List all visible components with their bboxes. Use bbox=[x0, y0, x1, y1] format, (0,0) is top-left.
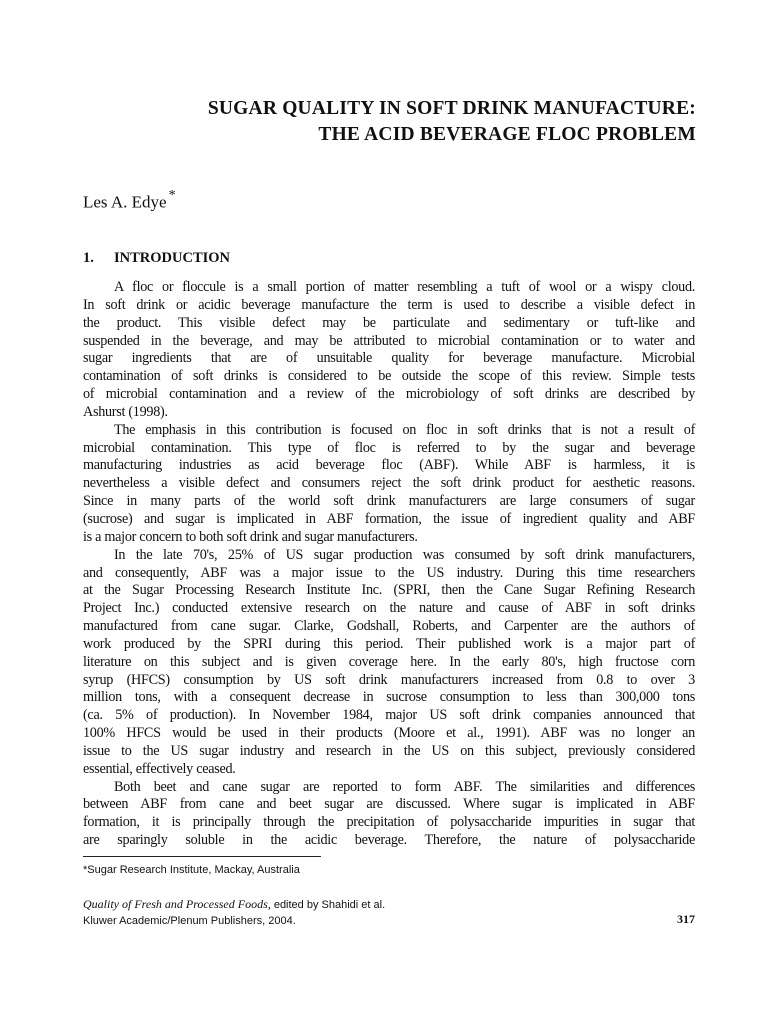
text-line: In soft drink or acidic beverage manufacture the term is used to describe a visible defect in bbox=[83, 296, 695, 313]
text-line: work produced by the SPRI during this period. Their published work is a major part of bbox=[83, 635, 695, 652]
text-line: (sucrose) and sugar is implicated in ABF formation, the issue of ingredient quality and ABF bbox=[83, 510, 695, 527]
footnote: *Sugar Research Institute, Mackay, Australia bbox=[83, 864, 300, 876]
text-line: sugar ingredients that are of unsuitable quality for beverage manufacture. Microbial bbox=[83, 350, 695, 367]
body-text bbox=[83, 279, 695, 850]
text-line: million tons, with a consequent decrease in sucrose consumption to less than 300,000 tons bbox=[83, 689, 695, 706]
text-line: Ashurst (1998). bbox=[83, 403, 168, 420]
text-line: suspended in the beverage, and may be attributed to microbial contamination or to water and bbox=[83, 332, 695, 349]
text-line: In the late 70's, 25% of US sugar production was consumed by soft drink manufacturers, bbox=[114, 546, 695, 563]
text-line: Both beet and cane sugar are reported to form ABF. The similarities and differences bbox=[114, 778, 695, 795]
publisher-line: Kluwer Academic/Plenum Publishers, 2004. bbox=[83, 915, 296, 927]
section-title: INTRODUCTION bbox=[114, 250, 231, 266]
source-line-1 bbox=[83, 896, 385, 913]
paragraph bbox=[83, 547, 695, 779]
text-line: essential, effectively ceased. bbox=[83, 760, 236, 777]
text-line: are sparingly soluble in the acidic beverage. Therefore, the nature of polysaccharide bbox=[83, 832, 695, 849]
text-line: 100% HFCS would be used in their products (Moore et al., 1991). ABF was no longer an bbox=[83, 725, 695, 742]
book-editor: edited by Shahidi et al. bbox=[270, 899, 386, 911]
author-footnote-mark: * bbox=[168, 188, 176, 203]
text-line: syrup (HFCS) consumption by US soft drink manufacturers increased from 0.8 to over 3 bbox=[83, 671, 695, 688]
text-line: A floc or floccule is a small portion of matter resembling a tuft of wool or a wispy cloud. bbox=[114, 279, 695, 295]
text-line: literature on this subject and is given coverage here. In the early 80's, high fructose corn bbox=[83, 653, 695, 670]
text-line: and consequently, ABF was a major issue to the US industry. During this time researchers bbox=[83, 564, 695, 581]
text-line: Since in many parts of the world soft drink manufacturers are large consumers of sugar bbox=[83, 493, 695, 510]
author-line bbox=[83, 190, 176, 213]
text-line: The emphasis in this contribution is focused on floc in soft drinks that is not a result of bbox=[114, 421, 695, 438]
text-line: (ca. 5% of production). In November 1984, major US soft drink companies announced that bbox=[83, 707, 695, 724]
book-title: Quality of Fresh and Processed Foods, bbox=[83, 897, 271, 911]
paragraph bbox=[83, 422, 695, 547]
text-line: of microbial contamination and a review of the microbiology of soft drinks are described by bbox=[83, 386, 695, 403]
author-name: Les A. Edye bbox=[83, 192, 167, 212]
text-line: is a major concern to both soft drink and sugar manufacturers. bbox=[83, 528, 418, 545]
text-line: at the Sugar Processing Research Institute Inc. (SPRI, then the Cane Sugar Refining Research bbox=[83, 582, 695, 599]
article-title bbox=[100, 96, 696, 148]
paragraph bbox=[83, 279, 695, 422]
title-line-1: SUGAR QUALITY IN SOFT DRINK MANUFACTURE: bbox=[207, 98, 696, 119]
text-line: issue to the US sugar industry and research in the US on this subject, previously considered bbox=[83, 742, 695, 759]
footnote-divider bbox=[83, 856, 321, 857]
page-number: 317 bbox=[677, 912, 695, 926]
section-heading bbox=[83, 250, 230, 267]
text-line: Project Inc.) conducted extensive research on the nature and cause of ABF in soft drinks bbox=[83, 600, 695, 617]
paragraph bbox=[83, 779, 695, 850]
text-line: contamination of soft drinks is considered to be outside the scope of this review. Simple tests bbox=[83, 368, 695, 385]
section-number: 1. bbox=[83, 250, 94, 266]
text-line: the product. This visible defect may be particulate and sedimentary or tuft-like and bbox=[83, 314, 695, 331]
text-line: formation, it is principally through the precipitation of polysaccharide impurities in sugar that bbox=[83, 814, 695, 831]
text-line: between ABF from cane and beet sugar are discussed. Where sugar is implicated in ABF bbox=[83, 796, 695, 813]
source-citation bbox=[83, 896, 385, 929]
title-line-2: THE ACID BEVERAGE FLOC PROBLEM bbox=[318, 124, 696, 145]
text-line: microbial contamination. This type of floc is referred to by the sugar and beverage bbox=[83, 439, 695, 456]
text-line: nevertheless a visible defect and consumers reject the soft drink product for aesthetic reasons. bbox=[83, 475, 695, 492]
text-line: manufactured from cane sugar. Clarke, Godshall, Roberts, and Carpenter are the authors of bbox=[83, 618, 695, 635]
text-line: manufacturing industries as acid beverage floc (ABF). While ABF is harmless, it is bbox=[83, 457, 695, 474]
